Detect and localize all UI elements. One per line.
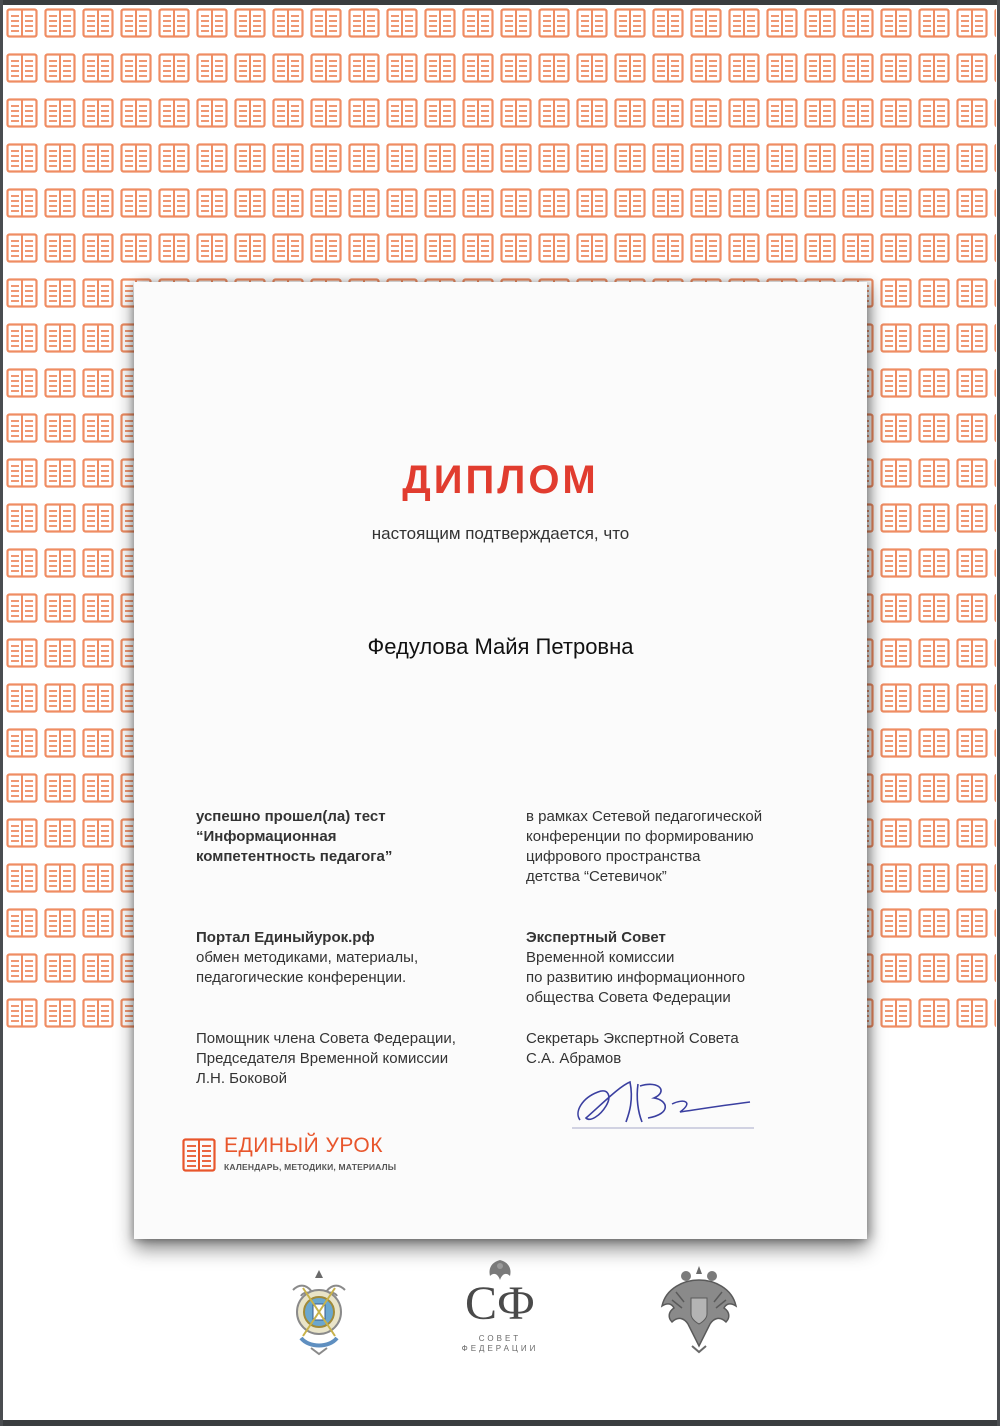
context-line: цифрового пространства xyxy=(526,848,701,865)
frame-left xyxy=(0,0,3,1426)
federation-council-emblem xyxy=(448,1256,552,1368)
logo-subtitle: КАЛЕНДАРЬ, МЕТОДИКИ, МАТЕРИАЛЫ xyxy=(224,1162,397,1172)
signature xyxy=(568,1072,758,1134)
council-line: по развитию информационного xyxy=(526,969,746,986)
logo-title: ЕДИНЫЙ УРОК xyxy=(224,1134,383,1157)
signer-left-block xyxy=(196,1029,506,1089)
portal-line: педагогические конференции. xyxy=(196,969,407,986)
coat-of-arms-emblem xyxy=(658,1262,740,1354)
achievement-block xyxy=(196,807,496,867)
achievement-line: успешно прошел(ла) тест xyxy=(196,808,386,825)
frame-top xyxy=(0,0,1000,5)
logo-book-icon xyxy=(182,1138,216,1172)
signer-right-line: Секретарь Экспертной Совета xyxy=(526,1030,739,1047)
signer-left-line: Председателя Временной комиссии xyxy=(196,1050,449,1067)
portal-line: обмен методиками, материалы, xyxy=(196,949,419,966)
diploma-subtitle: настоящим подтверждается, что xyxy=(371,524,630,543)
council-name: Экспертный Совет xyxy=(526,929,666,946)
recipient-name: Федулова Майя Петровна xyxy=(367,634,634,659)
achievement-line: компетентность педагога” xyxy=(196,848,393,865)
portal-block xyxy=(196,928,496,988)
diploma-title: ДИПЛОМ xyxy=(402,458,599,502)
education-emblem xyxy=(283,1268,355,1356)
center-caption: СОВЕТ ФЕДЕРАЦИИ xyxy=(461,1334,539,1353)
council-block xyxy=(526,928,826,1008)
portal-name: Портал Единыйурок.рф xyxy=(196,929,375,946)
context-line: детства “Сетевичок” xyxy=(526,868,667,885)
diploma-sheet xyxy=(134,282,867,1239)
signer-right-line: С.А. Абрамов xyxy=(526,1050,622,1067)
frame-bottom xyxy=(0,1420,1000,1426)
edinyi-urok-logo xyxy=(182,1134,422,1178)
achievement-line: “Информационная xyxy=(196,828,337,845)
center-mark: СФ xyxy=(465,1277,535,1330)
context-block xyxy=(526,807,826,887)
context-line: конференции по формированию xyxy=(526,828,754,845)
signer-left-line: Помощник члена Совета Федерации, xyxy=(196,1030,456,1047)
signer-left-line: Л.Н. Боковой xyxy=(196,1070,287,1087)
context-line: в рамках Сетевой педагогической xyxy=(526,808,763,825)
council-line: общества Совета Федерации xyxy=(526,989,731,1006)
signer-right-block xyxy=(526,1029,826,1069)
council-line: Временной комиссии xyxy=(526,949,675,966)
